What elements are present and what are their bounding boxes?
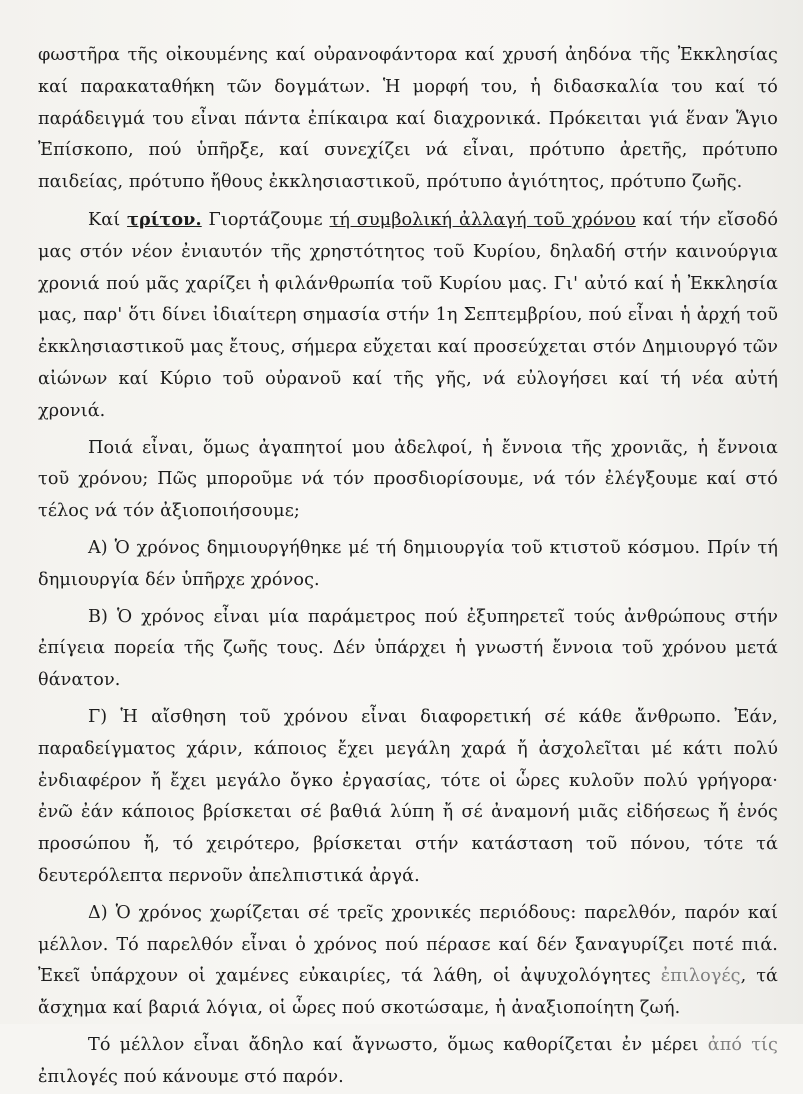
paragraph-question [38,433,778,528]
paragraph-point-a [38,533,778,597]
paragraph-future [38,1030,778,1094]
text-segment: Δ) Ὁ χρόνος χωρίζεται σέ τρεῖς χρονικές περιόδους: παρελθόν, παρόν καί μέλλον. Τό παρελθόν εἶναι ὁ χρόνος πού πέρασε καί δέν ξαναγυρίζει ποτέ πιά. Ἐκεῖ ὑπάρχουν οἱ χαμένες εὐκαιρίες, τά λάθη, οἱ ἀψυχολόγητες [38,902,778,987]
document-body [38,40,778,1094]
text-segment: , τά ἄσχημα καί βαριά λόγια, οἱ ὧρες πού σκοτώσαμε, ἡ ἀναξιοποίητη ζωή. [38,966,779,1019]
underlined-phrase: τή συμβολική ἀλλαγή τοῦ χρόνου [329,209,636,230]
paragraph-point-c [38,702,778,893]
paragraph-point-b [38,602,778,697]
text-segment: Α) Ὁ χρόνος δημιουργήθηκε μέ τή δημιουργία τοῦ κτιστοῦ κόσμου. Πρίν τή δημιουργία δέν ὑπῆρχε χρόνος. [38,537,778,590]
paragraph-third-point [38,204,778,428]
text-segment: Τό μέλλον εἶναι ἄδηλο καί ἄγνωστο, ὅμως καθορίζεται ἐν μέρει [88,1034,708,1055]
text-segment: Β) Ὁ χρόνος εἶναι μία παράμετρος πού ἐξυπηρετεῖ τούς ἀνθρώπους στήν ἐπίγεια πορεία τῆς ζωῆς τους. Δέν ὑπάρχει ἡ γνωστή ἔννοια τοῦ χρόνου μετά θάνατον. [38,606,778,691]
text-segment: ἐπιλογές πού κάνουμε στό παρόν. [38,1066,344,1087]
faded-text: ἐπιλογές [660,966,741,987]
emphasis-heading: τρίτον. [127,208,202,230]
text-segment: Γιορτάζουμε [201,209,330,230]
text-segment: καί τήν εἴσοδό μας στόν νέον ἐνιαυτόν τῆς χρηστότητος τοῦ Κυρίου, δηλαδή στήν καινούργια χρονιά πού μᾶς χαρίζει ἡ φιλάνθρωπία τοῦ Κυρίου μας. Γι' αὐτό καί ἡ Ἐκκλησία μας, παρ' ὅτι δίνει ἰδιαίτερη σημασία στήν 1η Σεπτεμβρίου, πού εἶναι ἡ ἀρχή τοῦ ἐκκλησιαστικοῦ μας ἔτους, σήμερα εὔχεται καί προσεύχεται στόν Δημιουργό τῶν αἰώνων καί Κύριο τοῦ οὐρανοῦ καί τῆς γῆς, νά εὐλογήσει καί τή νέα αὐτή χρονιά. [38,209,779,421]
text-segment: Ποιά εἶναι, ὅμως ἀγαπητοί μου ἀδελφοί, ἡ ἔννοια τῆς χρονιᾶς, ἡ ἔννοια τοῦ χρόνου; Πῶς μποροῦμε νά τόν προσδιορίσουμε, νά τόν ἐλέγξουμε καί στό τέλος νά τόν ἀξιοποιήσουμε; [38,437,778,522]
paragraph-point-d [38,898,778,1025]
text-segment: Καί [88,209,128,230]
paragraph-continuation [38,40,778,199]
faded-text: ἀπό τίς [707,1034,778,1055]
text-segment: φωστῆρα τῆς οἰκουμένης καί οὐρανοφάντορα καί χρυσή ἀηδόνα τῆς Ἐκκλησίας καί παρακαταθήκη τῶν δογμάτων. Ἡ μορφή του, ἡ διδασκαλία του καί τό παράδειγμά του εἶναι πάντα ἐπίκαιρα καί διαχρονικά. Πρόκειται γιά ἕναν Ἅγιο Ἐπίσκοπο, πού ὑπῆρξε, καί συνεχίζει νά εἶναι, πρότυπο ἀρετῆς, πρότυπο παιδείας, πρότυπο ἤθους ἐκκλησιαστικοῦ, πρότυπο ἁγιότητος, πρότυπο ζωῆς. [38,45,778,193]
text-segment: Γ) Ἡ αἴσθηση τοῦ χρόνου εἶναι διαφορετική σέ κάθε ἄνθρωπο. Ἐάν, παραδείγματος χάριν, κάποιος ἔχει μεγάλη χαρά ἤ ἀσχολεῖται μέ κάτι πολύ ἐνδιαφέρον ἤ ἔχει μεγάλο ὄγκο ἐργασίας, τότε οἱ ὧρες κυλοῦν πολύ γρήγορα· ἐνῶ ἐάν κάποιος βρίσκεται σέ βαθιά λύπη ἤ σέ ἀναμονή μιᾶς εἰδήσεως ἤ ἑνός προσώπου ἤ, τό χειρότερο, βρίσκεται στήν κατάσταση τοῦ πόνου, τότε τά δευτερόλεπτα περνοῦν ἀπελπιστικά ἀργά. [38,706,778,886]
